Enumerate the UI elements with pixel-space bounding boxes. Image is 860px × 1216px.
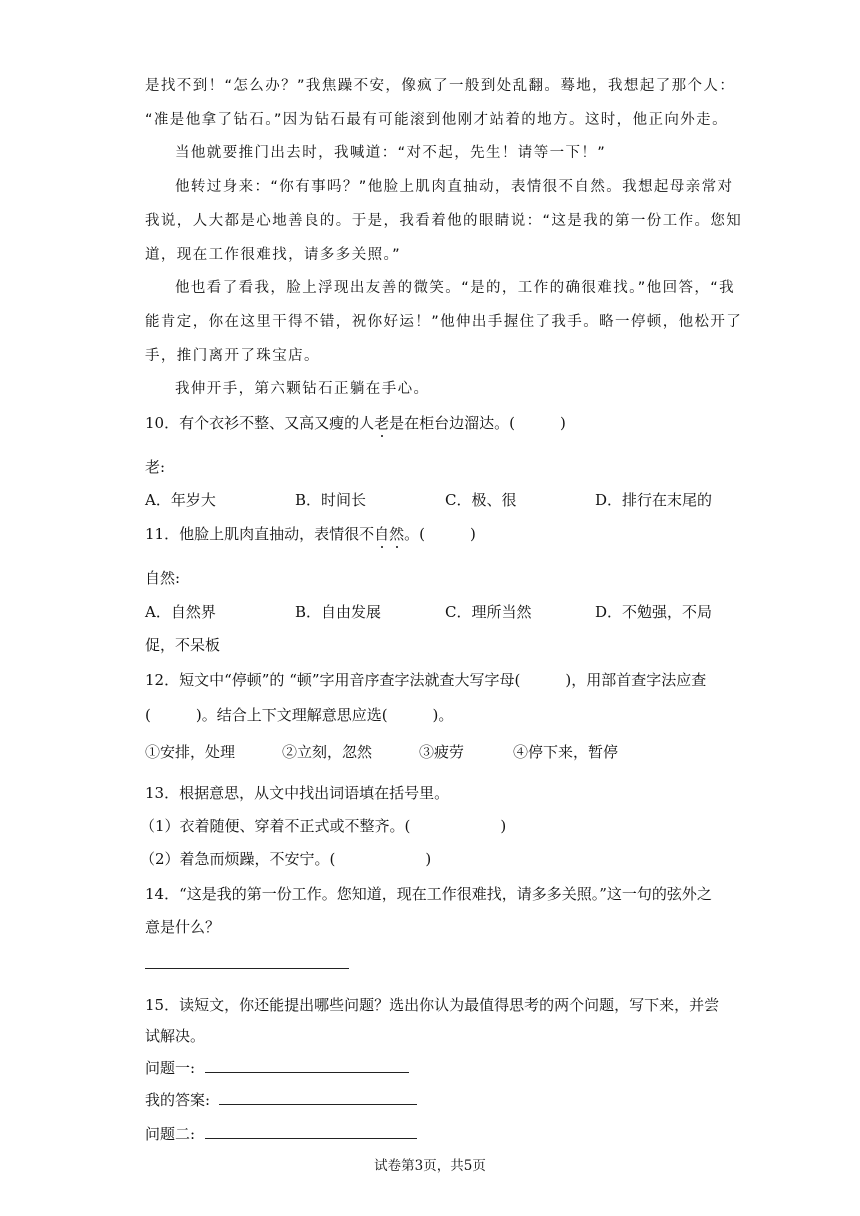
story-paragraph-2: 当他就要推门出去时，我喊道：“对不起，先生！请等一下！” xyxy=(175,145,607,161)
question-15-line-2: 试解决。 xyxy=(145,1027,206,1045)
story-paragraph-5: 我伸开手，第六颗钻石正躺在手心。 xyxy=(175,381,430,397)
question-two-label: 问题二: xyxy=(145,1125,196,1143)
question-two-answer-line[interactable] xyxy=(205,1137,417,1139)
question-13-stem: 13．根据意思，从文中找出词语填在括号里。 xyxy=(145,784,450,802)
question-12-choice-1: ①安排，处理 xyxy=(145,743,236,761)
story-paragraph-3-line-1: 他转过身来：“你有事吗？”他脸上肌肉直抽动，表情很不自然。我想起母亲常对 xyxy=(175,179,734,195)
question-11-stem-text: 11．他脸上肌肉直抽动，表情很不 xyxy=(145,525,375,543)
story-paragraph-4-line-1: 他也看了看我，脸上浮现出友善的微笑。“是的，工作的确很难找。”他回答，“我 xyxy=(175,280,736,296)
question-11-stem xyxy=(145,522,720,546)
question-10-stem xyxy=(145,411,720,435)
emphasized-character: 老 xyxy=(374,411,389,435)
question-13-item-1[interactable]: （1）衣着随便、穿着不正式或不整齐。( ) xyxy=(140,817,507,835)
question-10-option-a[interactable]: A．年岁大 xyxy=(145,491,216,509)
question-11-option-d-continued: 促，不呆板 xyxy=(145,636,221,654)
page-footer: 试卷第3页，共5页 xyxy=(374,1158,486,1174)
story-paragraph-3-line-2: 我说，人大都是心地善良的。于是，我看着他的眼睛说：“这是我的第一份工作。您知 xyxy=(145,213,743,229)
my-answer-line[interactable] xyxy=(219,1103,417,1105)
question-10-word: 老: xyxy=(145,458,166,476)
question-11-word: 自然: xyxy=(145,569,181,587)
question-10-stem-text: 10．有个衣衫不整、又高又瘦的人 xyxy=(145,414,375,432)
question-12-line-2: ( )。结合上下文理解意思应选( )。 xyxy=(145,706,454,724)
question-12-choice-3: ③疲劳 xyxy=(419,743,465,761)
question-11-option-d[interactable]: D．不勉强，不局 xyxy=(595,603,713,621)
question-14-answer-line[interactable] xyxy=(145,967,349,969)
story-paragraph-4-line-3: 手，推门离开了珠宝店。 xyxy=(145,348,320,364)
question-11-option-a[interactable]: A．自然界 xyxy=(145,603,216,621)
story-paragraph-1-line-1: 是找不到！“怎么办？”我焦躁不安，像疯了一般到处乱翻。蓦地，我想起了那个人： xyxy=(145,78,736,94)
question-11-option-b[interactable]: B．自由发展 xyxy=(295,603,382,621)
story-paragraph-4-line-2: 能肯定，你在这里干得不错，祝你好运！”他伸出手握住了我手。略一停顿，他松开了 xyxy=(145,314,743,330)
emphasized-character: 自 xyxy=(374,522,389,546)
question-one-answer-line[interactable] xyxy=(205,1071,409,1073)
question-one-label: 问题一: xyxy=(145,1059,196,1077)
question-13-item-2[interactable]: （2）着急而烦躁，不安宁。( ) xyxy=(140,850,432,868)
my-answer-label: 我的答案: xyxy=(145,1091,211,1109)
question-12-choice-4: ④停下来，暂停 xyxy=(513,743,619,761)
question-10-option-c[interactable]: C．极、很 xyxy=(445,491,517,509)
question-10-option-b[interactable]: B．时间长 xyxy=(295,491,367,509)
question-11-option-c[interactable]: C．理所当然 xyxy=(445,603,532,621)
emphasized-character: 然 xyxy=(389,522,404,546)
question-12-choice-2: ②立刻，忽然 xyxy=(282,743,373,761)
question-14-line-1: 14．“这是我的第一份工作。您知道，现在工作很难找，请多多关照。”这一句的弦外之 xyxy=(145,885,712,903)
story-paragraph-3-line-3: 道，现在工作很难找，请多多关照。” xyxy=(145,247,402,263)
question-10-answer-bracket[interactable]: 是在柜台边溜达。( ) xyxy=(389,414,566,432)
question-12-line-1: 12．短文中“停顿”的 “顿”字用音序查字法就查大写字母( )，用部首查字法应查 xyxy=(145,671,707,689)
story-paragraph-1-line-2: “准是他拿了钻石。”因为钻石最有可能滚到他刚才站着的地方。这时，他正向外走。 xyxy=(145,112,728,128)
question-10-option-d[interactable]: D．排行在末尾的 xyxy=(595,491,713,509)
question-14-line-2: 意是什么？ xyxy=(145,918,221,936)
question-11-answer-bracket[interactable]: 。( ) xyxy=(404,525,476,543)
question-15-line-1: 15．读短文，你还能提出哪些问题？选出你认为最值得思考的两个问题，写下来，并尝 xyxy=(145,996,720,1014)
